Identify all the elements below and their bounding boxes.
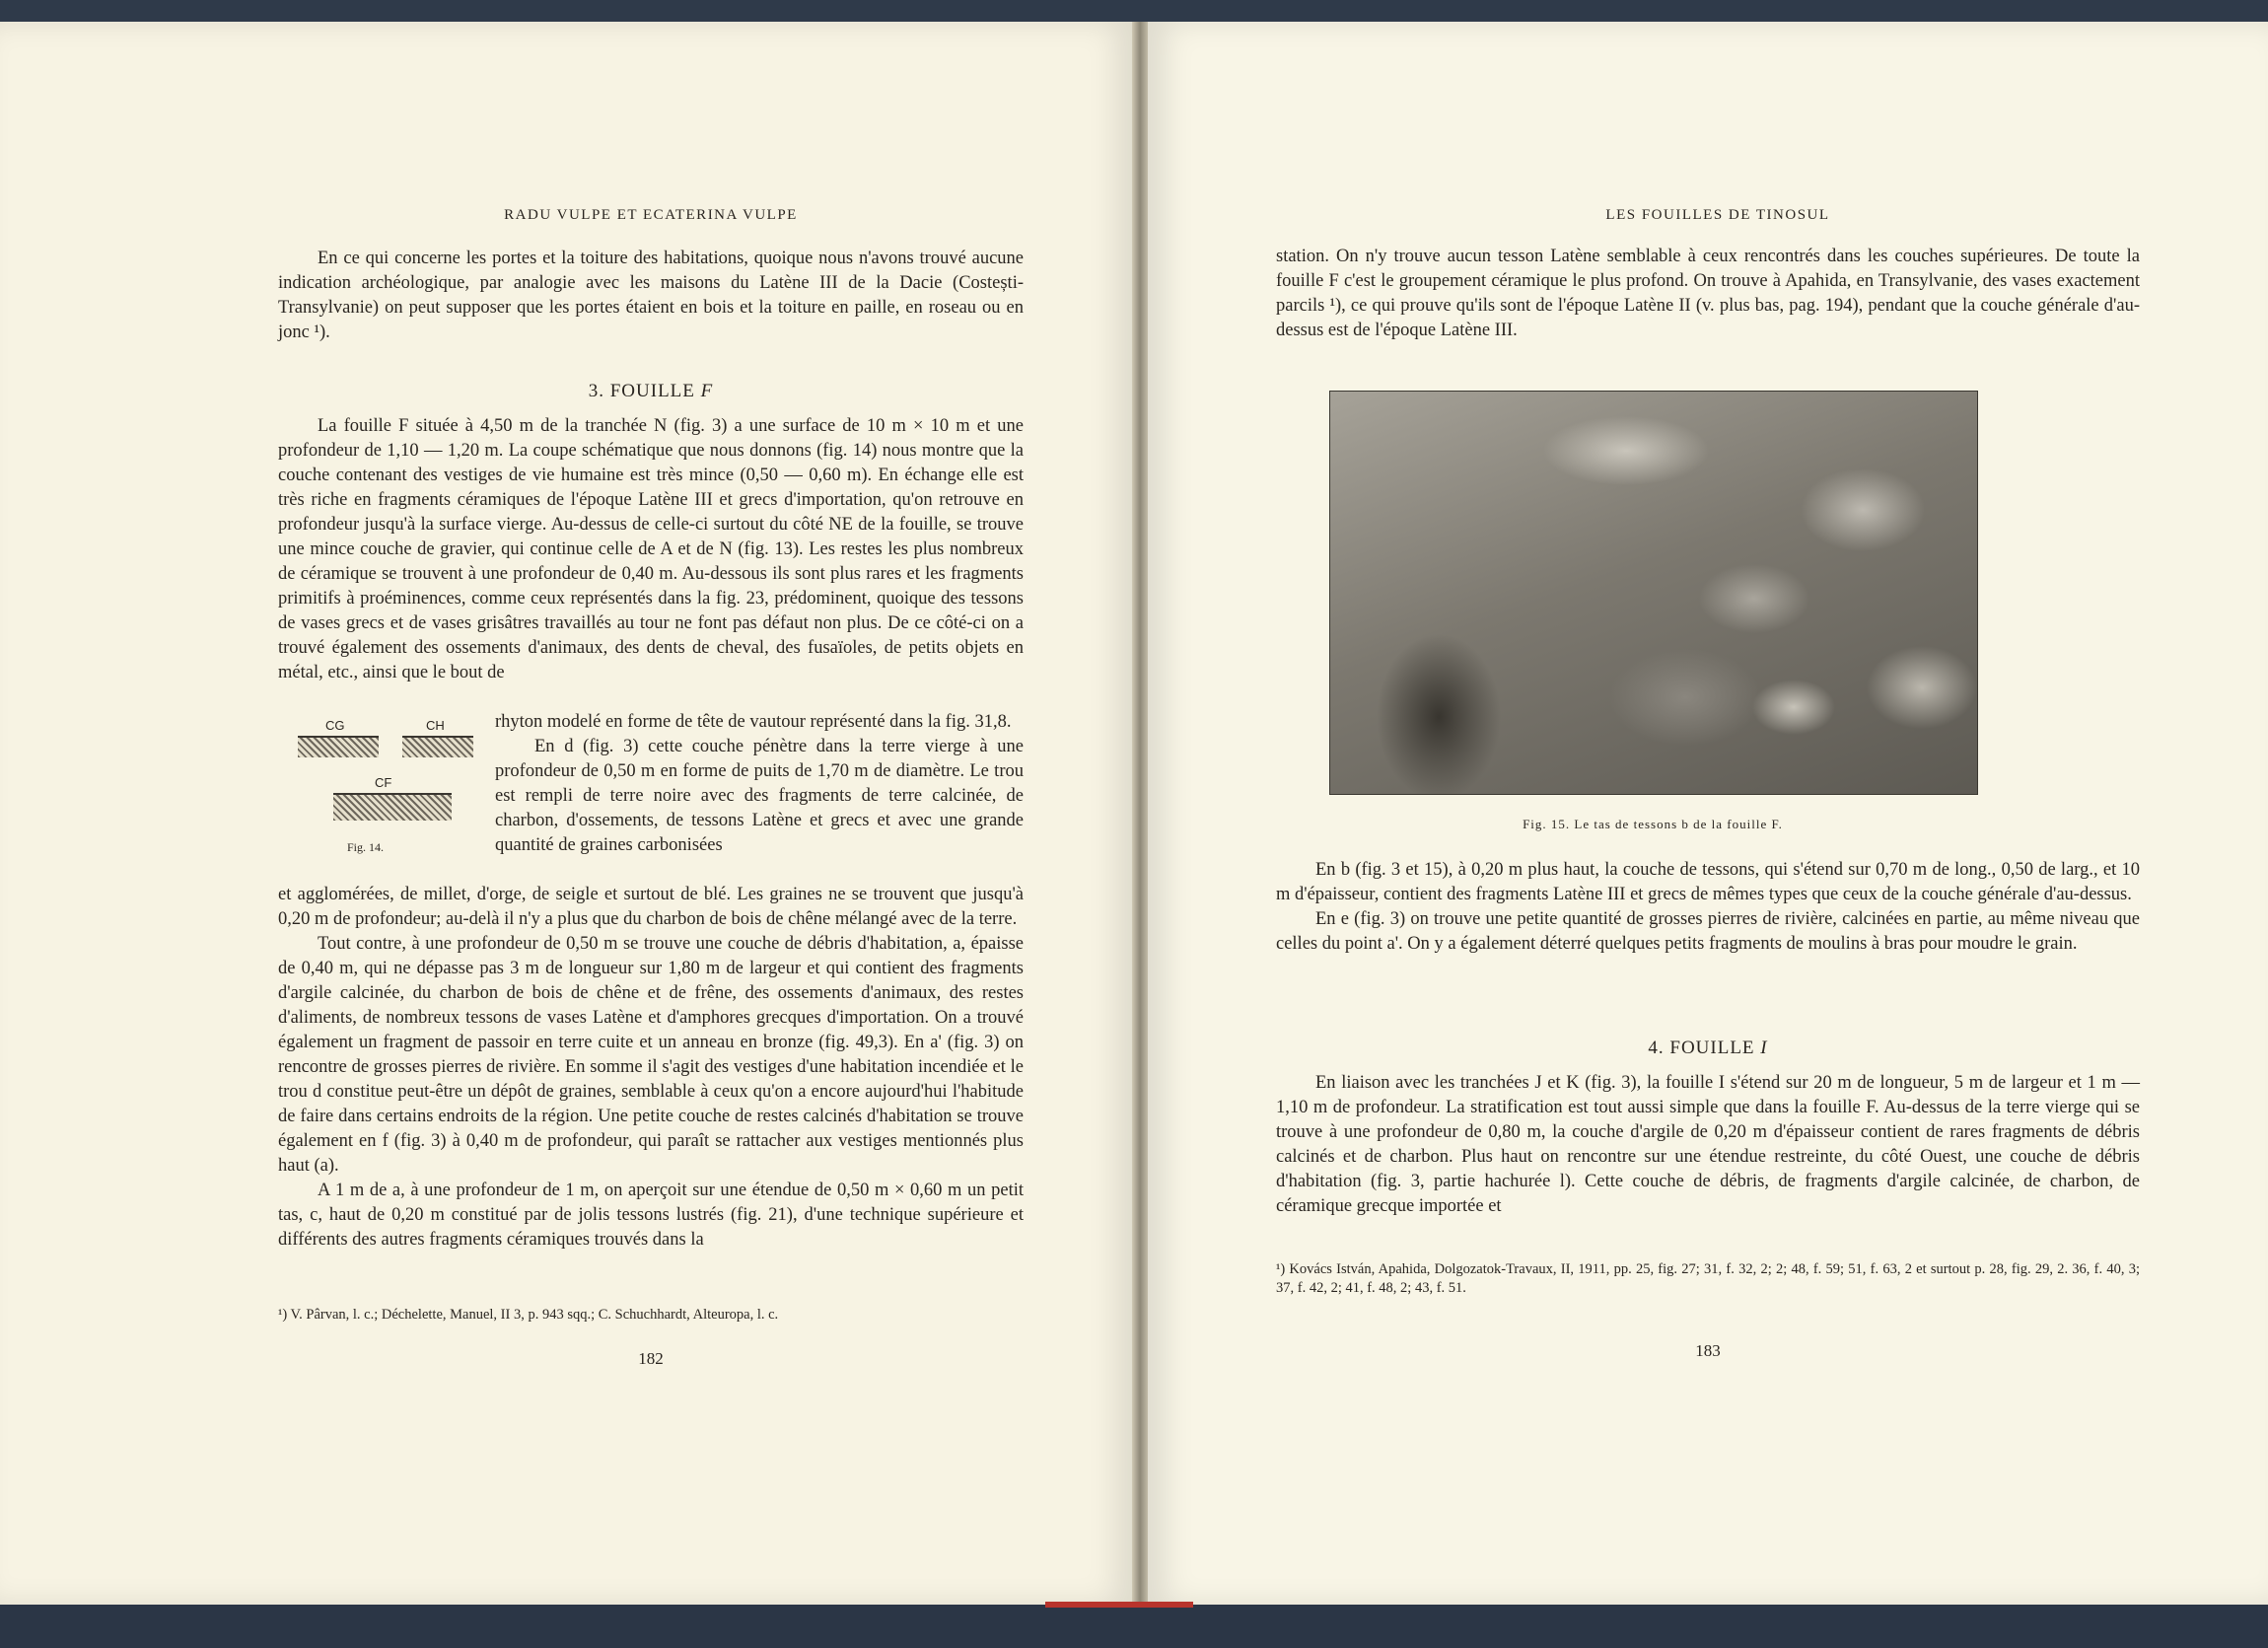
paragraph-text: En e (fig. 3) on trouve une petite quantité de grosses pierres de rivière, calcinées en partie, au même niveau que celles du point a'. On y a également déterré quelques petits fragments de moulins à bras pour moudre le grain. (1276, 909, 2140, 954)
section-title (1276, 1038, 2140, 1059)
page-number: 182 (638, 1349, 664, 1368)
figure-14-stratigraphy (286, 718, 479, 856)
paragraph-text: En d (fig. 3) cette couche pénètre dans la terre vierge à une profondeur de 0,50 m en forme de puits de 1,70 m de diamètre. Le trou est rempli de terre noire avec des fragments de terre calcinée, de charbon, d'ossements, de tessons Latène et grecs et avec une grande quantité de graines carbonisées (495, 737, 1024, 855)
bookmark-ribbon (1045, 1602, 1193, 1608)
paragraph-text: rhyton modelé en forme de tête de vautour représenté dans la fig. 31,8. (495, 712, 1012, 732)
layer-label-cf: CF (375, 775, 392, 790)
figure-caption: Fig. 15. Le tas de tessons b de la fouille F. (1523, 817, 1783, 831)
section-number: 3. FOUILLE (588, 381, 695, 401)
paragraph-text: En ce qui concerne les portes et la toiture des habitations, quoique nous n'avons trouvé aucune indication archéologique, par analogie avec les maisons du Latène III de la Dacie (Costești-Transylvanie) on peut supposer que les portes étaient en bois et la toiture en paille, en roseau ou en jonc ¹). (278, 249, 1024, 342)
paragraph-b-e (1276, 858, 2140, 957)
paragraph-text: station. On n'y trouve aucun tesson Latène semblable à ceux rencontrés dans les couches supérieures. De toute la fouille F c'est le groupement céramique le plus profond. On trouve à Apahida, en Transylvanie, des vases exactement parcils ¹), ce qui prouve qu'ils sont de l'époque Latène II (v. plus bas, pag. 194), pendant que la couche générale d'au-dessus est de l'époque Latène III. (1276, 247, 2140, 340)
page-number: 183 (1695, 1341, 1721, 1360)
layer-label-ch: CH (426, 718, 445, 733)
right-page (1148, 22, 2268, 1605)
running-head: LES FOUILLES DE TINOSUL (1605, 207, 1830, 223)
section-letter: F (700, 381, 714, 401)
paragraph-rest (278, 883, 1024, 1253)
paragraph-wrap (495, 710, 1024, 858)
left-page (0, 22, 1134, 1605)
paragraph-text: En liaison avec les tranchées J et K (fig. 3), la fouille I s'étend sur 20 m de longueur, 5 m de largeur et 1 m — 1,10 m de profondeur. La stratification est tout aussi simple que dans la fouille F. Au-dessus de la terre vierge qui se trouve à une profondeur de 0,80 m, la couche d'argile de 0,20 m d'épaisseur contient de rares fragments de débris calcinés et de charbon. Plus haut on rencontre sur une étendue restreinte, du côté Ouest, une couche de débris d'habitation (fig. 3, partie hachurée l). Cette couche de débris, de fragments d'argile calcinée, de charbon, de céramique grecque importée et (1276, 1073, 2140, 1216)
paragraph-fouille-f (278, 414, 1024, 685)
figure-caption: Fig. 14. (347, 840, 385, 854)
layer-cf (333, 793, 452, 821)
section-title (278, 381, 1024, 402)
layer-cg (298, 736, 379, 757)
running-head: RADU VULPE ET ECATERINA VULPE (504, 207, 798, 223)
layer-label-cg: CG (325, 718, 345, 733)
figure-15-photo (1329, 391, 1978, 795)
layer-ch (402, 736, 473, 757)
paragraph-text: La fouille F située à 4,50 m de la tranchée N (fig. 3) a une surface de 10 m × 10 m et une profondeur de 1,10 — 1,20 m. La coupe schématique que nous donnons (fig. 14) nous montre que la couche contenant des vestiges de vie humaine est très mince (0,50 — 0,60 m). En échange elle est très riche en fragments céramiques de l'époque Latène III et grecs d'importation, qu'on retrouve en profondeur jusqu'à la surface vierge. Au-dessus de celle-ci surtout du côté NE de la fouille, se trouve une mince couche de gravier, qui continue celle de A et de N (fig. 13). Les restes les plus nombreux de céramique se trouvent à une profondeur de 0,40 m. Au-dessous ils sont plus rares et les fragments primitifs à proéminences, comme ceux représentés dans la fig. 23, prédominent, quoique des tessons de vases grecs et de vases grisâtres travaillés au tour ne font pas défaut non plus. De ce côté-ci on a trouvé également des ossements d'animaux, des dents de cheval, des fusaïoles, de petits objets en métal, etc., ainsi que le bout de (278, 416, 1024, 682)
footnote: ¹) V. Pârvan, l. c.; Déchelette, Manuel, II 3, p. 943 sqq.; C. Schuchhardt, Alteuropa, l. c. (278, 1307, 779, 1323)
paragraph-text: et agglomérées, de millet, d'orge, de seigle et surtout de blé. Les graines ne se trouvent que jusqu'à 0,20 m de profondeur; au-delà il n'y a plus que du charbon de bois de chêne mélangé avec de la terre. (278, 885, 1024, 929)
paragraph-text: En b (fig. 3 et 15), à 0,20 m plus haut, la couche de tessons, qui s'étend sur 0,70 m de long., 0,50 de larg., et 10 m d'épaisseur, contient des fragments Latène III et grecs de mêmes types que ceux de la couche générale d'au-dessus. (1276, 860, 2140, 904)
paragraph-fouille-i (1276, 1071, 2140, 1219)
paragraph-text: A 1 m de a, à une profondeur de 1 m, on aperçoit sur une étendue de 0,50 m × 0,60 m un petit tas, c, haut de 0,20 m constitué par de jolis tessons lustrés (fig. 21), d'une technique supérieure et différents des autres fragments céramiques trouvés dans la (278, 1181, 1024, 1250)
paragraph-station (1276, 245, 2140, 343)
intro-paragraph (278, 247, 1024, 345)
section-number: 4. FOUILLE (1648, 1038, 1755, 1058)
book-cover-edge (0, 1605, 2268, 1648)
paragraph-text: Tout contre, à une profondeur de 0,50 m se trouve une couche de débris d'habitation, a, épaisse de 0,40 m, qui ne dépasse pas 3 m de longueur sur 1,80 m de largeur et qui contient des fragments d'argile calcinée, du charbon de bois de chêne et de frêne, des ossements d'animaux, des restes d'aliments, de nombreux tessons de vases Latène et d'amphores grecques d'importation. On a trouvé également un fragment de passoir en terre cuite et un anneau en bronze (fig. 49,3). En a' (fig. 3) on rencontre de grosses pierres de rivière. En somme il s'agit des vestiges d'une habitation incendiée et le trou d constitue peut-être un dépôt de graines, semblable à ceux qu'on a encore aujourd'hui l'habitude de faire dans certains endroits de la région. Une petite couche de restes calcinés d'habitation se trouve également en f (fig. 3) à 0,40 m de profondeur, qui paraît se rattacher aux vestiges mentionnés plus haut (a). (278, 934, 1024, 1176)
footnote: ¹) Kovács István, Apahida, Dolgozatok-Travaux, II, 1911, pp. 25, fig. 27; 31, f. 32, 2; 2; 48, f. 59; 51, f. 63, 2 et surtout p. 28, fig. 29, 2. 36, f. 40, 3; 37, f. 42, 2; 41, f. 48, 2; 43, f. 51. (1276, 1261, 2140, 1296)
section-letter: I (1760, 1038, 1768, 1058)
